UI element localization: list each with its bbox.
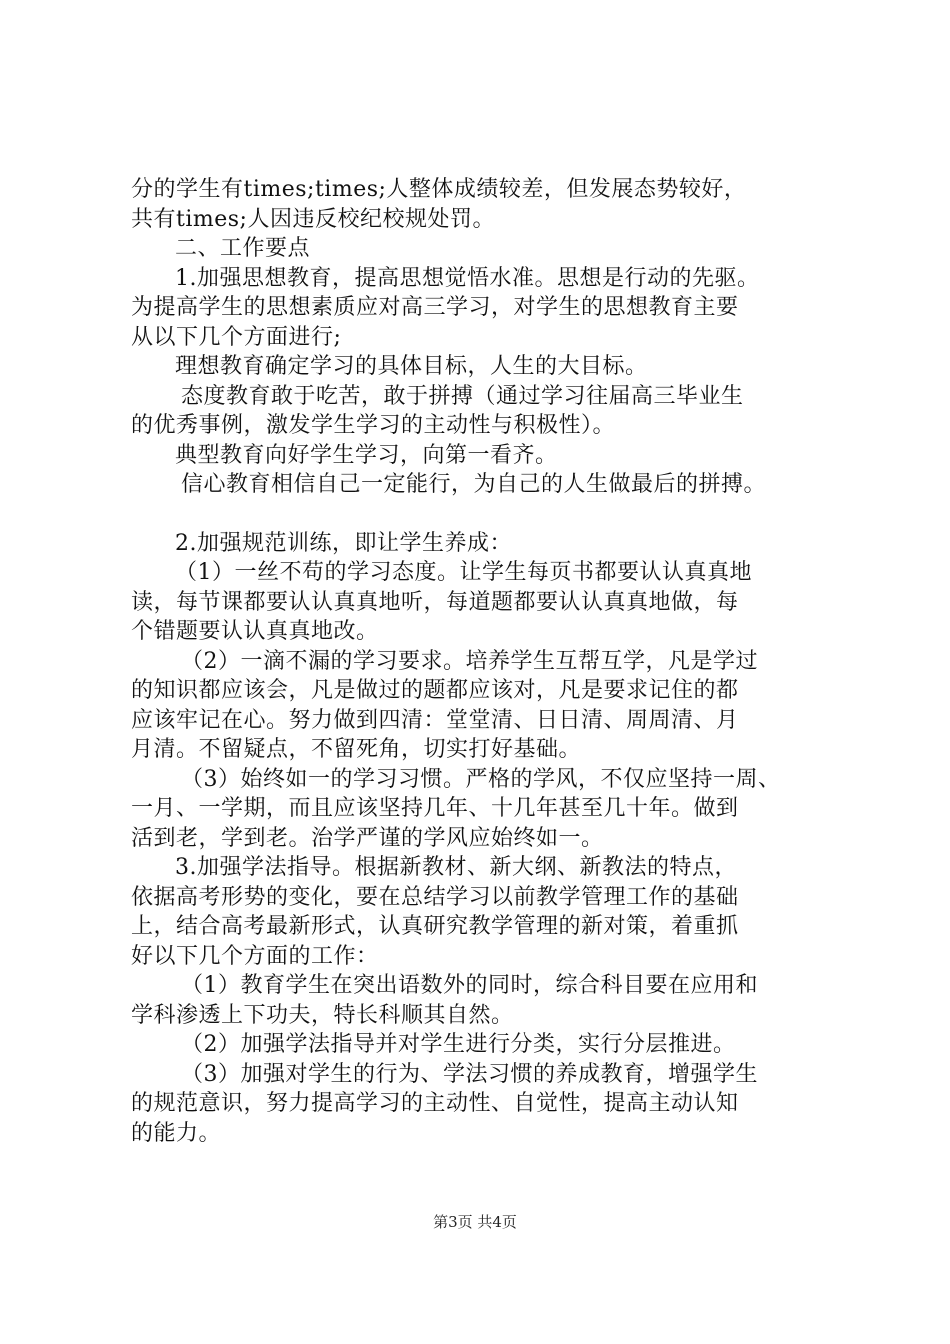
text-line: 个错题要认认真真地改。 [131,619,379,644]
text-line: 的知识都应该会，凡是做过的题都应该对，凡是要求记住的都 [131,678,739,703]
text-line: 的优秀事例，激发学生学习的主动性与积极性）。 [131,413,616,438]
text-line: 好以下几个方面的工作： [131,943,379,969]
page-number-footer: 第3页 共4页 [433,1213,517,1231]
text-line: 典型教育向好学生学习，向第一看齐。 [175,442,558,468]
paragraph-gap [131,500,831,529]
text-line: （3）始终如一的学习习惯。严格的学风，不仅应坚持一周、 [181,766,781,792]
text-line: 从以下几个方面进行; [131,324,342,350]
text-line: 上，结合高考最新形式，认真研究教学管理的新对策，着重抓 [131,914,739,939]
text-line: （1）教育学生在突出语数外的同时，综合科目要在应用和 [181,973,758,998]
text-line: 分的学生有times;times;人整体成绩较差，但发展态势较好， [131,177,747,202]
text-line: 依据高考形势的变化，要在总结学习以前教学管理工作的基础 [131,884,739,910]
text-line: 的规范意识，努力提高学习的主动性、自觉性，提高主动认知 [131,1091,739,1116]
text-line: （1）一丝不苟的学习态度。让学生每页书都要认认真真地 [175,560,752,585]
text-line: 的能力。 [131,1120,222,1146]
text-line: 一月、一学期，而且应该坚持几年、十几年甚至几十年。做到 [131,796,739,821]
text-line: （2）一滴不漏的学习要求。培养学生互帮互学，凡是学过 [181,648,758,674]
document-body [131,175,831,1148]
text-line: 信心教育相信自己一定能行，为自己的人生做最后的拼搏。 [181,472,767,497]
text-line: 为提高学生的思想素质应对高三学习，对学生的思想教育主要 [131,295,739,320]
text-line: 态度教育敢于吃苦，敢于拼搏（通过学习往届高三毕业生 [181,383,744,409]
text-line: 2.加强规范训练，即让学生养成： [175,530,512,556]
text-line: 活到老，学到老。治学严谨的学风应始终如一。 [131,825,604,851]
text-line: 月清。不留疑点，不留死角，切实打好基础。 [131,737,582,762]
text-line: （3）加强对学生的行为、学法习惯的养成教育，增强学生 [181,1061,758,1087]
section-heading: 二、工作要点 [175,236,311,261]
text-line: 应该牢记在心。努力做到四清：堂堂清、日日清、周周清、月 [131,707,739,733]
text-line: 学科渗透上下功夫，特长科顺其自然。 [131,1002,514,1028]
text-line: 理想教育确定学习的具体目标，人生的大目标。 [175,354,648,379]
text-line: 读，每节课都要认认真真地听，每道题都要认认真真地做，每 [131,589,739,615]
text-line: 共有times;人因违反校纪校规处罚。 [131,206,495,232]
text-line: （2）加强学法指导并对学生进行分类，实行分层推进。 [181,1032,736,1057]
text-line: 1.加强思想教育，提高思想觉悟水准。思想是行动的先驱。 [175,265,760,291]
text-line: 3.加强学法指导。根据新教材、新大纲、新教法的特点， [175,855,737,880]
